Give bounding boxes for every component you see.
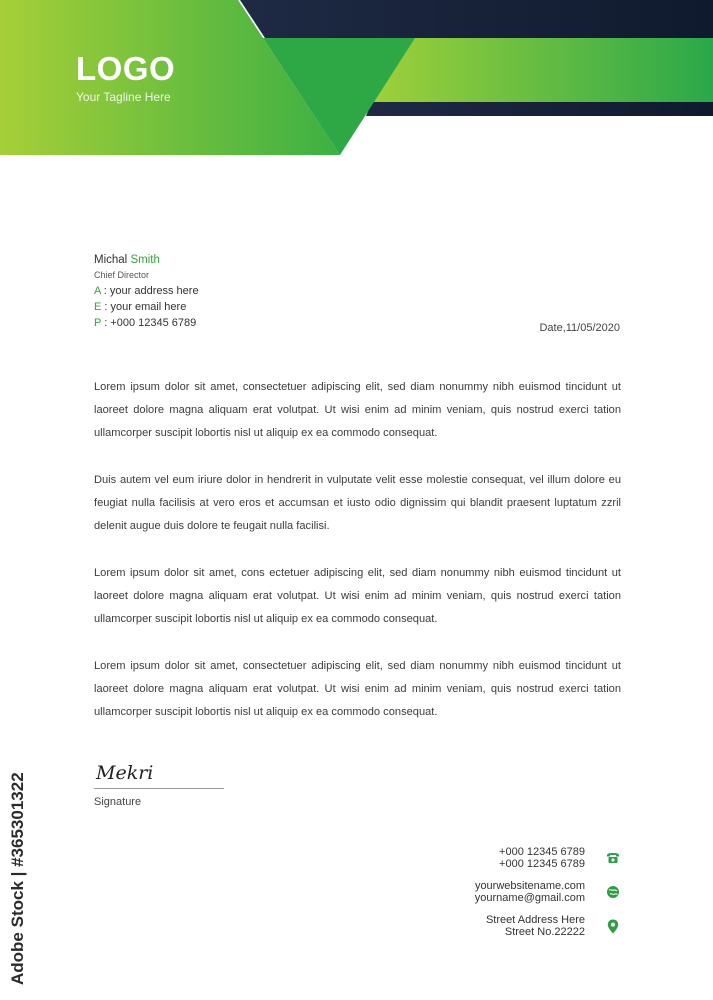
navy-bottom-band: [366, 102, 713, 116]
letter-date: Date,11/05/2020: [539, 322, 620, 334]
phone-key: P: [94, 317, 102, 329]
contact-street-no: Street No.22222: [504, 926, 585, 938]
body-paragraph: Lorem ipsum dolor sit amet, cons ectetuer adipiscing elit, sed diam nonummy nibh euismod tincidunt ut laoreet dolore magna aliquam erat volutpat. Ut wisi enim ad minim veniam, quis nostrud exerci tation ullamcorper suscipit lobortis nisl ut aliquip ex ea commodo consequat.: [94, 567, 621, 625]
body-paragraph: Lorem ipsum dolor sit amet, consectetuer adipiscing elit, sed diam nonummy nibh euismod tincidunt ut laoreet dolore magna aliquam erat volutpat. Ut wisi enim ad minim veniam, quis nostrud exerci tation ullamcorper suscipit lobortis nisl ut aliquip ex ea commodo consequat.: [94, 381, 621, 439]
sender-phone: [94, 317, 199, 329]
sender-address: [94, 285, 199, 297]
contact-phone-2: +000 12345 6789: [499, 858, 585, 870]
contact-web-row: [361, 880, 621, 904]
email-key: E: [94, 301, 102, 313]
sender-email: [94, 301, 199, 313]
phone-value: : +000 12345 6789: [101, 317, 197, 329]
location-pin-icon: [605, 918, 621, 934]
address-key: A: [94, 285, 101, 297]
stock-side-label: Adobe Stock | #365301322: [8, 772, 27, 985]
sender-role: Chief Director: [94, 270, 150, 280]
contact-email: yourname@gmail.com: [474, 892, 585, 904]
contact-phone-row: [361, 846, 621, 870]
signature-script: Mekri: [96, 762, 154, 784]
contact-address-row: [361, 914, 621, 938]
navy-top-band: [240, 0, 713, 38]
tagline: Your Tagline Here: [76, 90, 171, 104]
signature-block: [94, 762, 224, 808]
signature-line: [94, 788, 224, 789]
contact-phone-1: +000 12345 6789: [499, 846, 585, 858]
body-paragraph: Duis autem vel eum iriure dolor in hendrerit in vulputate velit esse molestie consequat, vel illum dolore eu feugiat nulla facilisis at vero eros et accumsan et iusto odio dignissim qui blandit praesent luptatum zzril delenit augue duis dolore te feugait nulla facilisi.: [94, 474, 621, 532]
logo: LOGO: [76, 50, 176, 87]
contact-street: Street Address Here: [485, 914, 585, 926]
phone-icon: [605, 850, 621, 866]
sender-block: [94, 254, 199, 333]
contact-website: yourwebsitename.com: [474, 880, 585, 892]
green-right-band: [372, 38, 713, 102]
letter-body: [94, 376, 621, 748]
sender-last-name: Smith: [130, 254, 160, 266]
signature-caption: Signature: [94, 796, 142, 808]
body-paragraph: Lorem ipsum dolor sit amet, consectetuer adipiscing elit, sed diam nonummy nibh euismod tincidunt ut laoreet dolore magna aliquam erat volutpat. Ut wisi enim ad minim veniam, quis nostrud exerci tation ullamcorper suscipit lobortis nisl ut aliquip ex ea commodo consequat.: [94, 660, 621, 718]
sender-name: [94, 254, 199, 266]
sender-first-name: Michal: [94, 254, 128, 266]
email-value: : your email here: [101, 301, 187, 313]
contact-footer: [361, 846, 621, 948]
globe-icon: [605, 884, 621, 900]
address-value: : your address here: [100, 285, 199, 297]
